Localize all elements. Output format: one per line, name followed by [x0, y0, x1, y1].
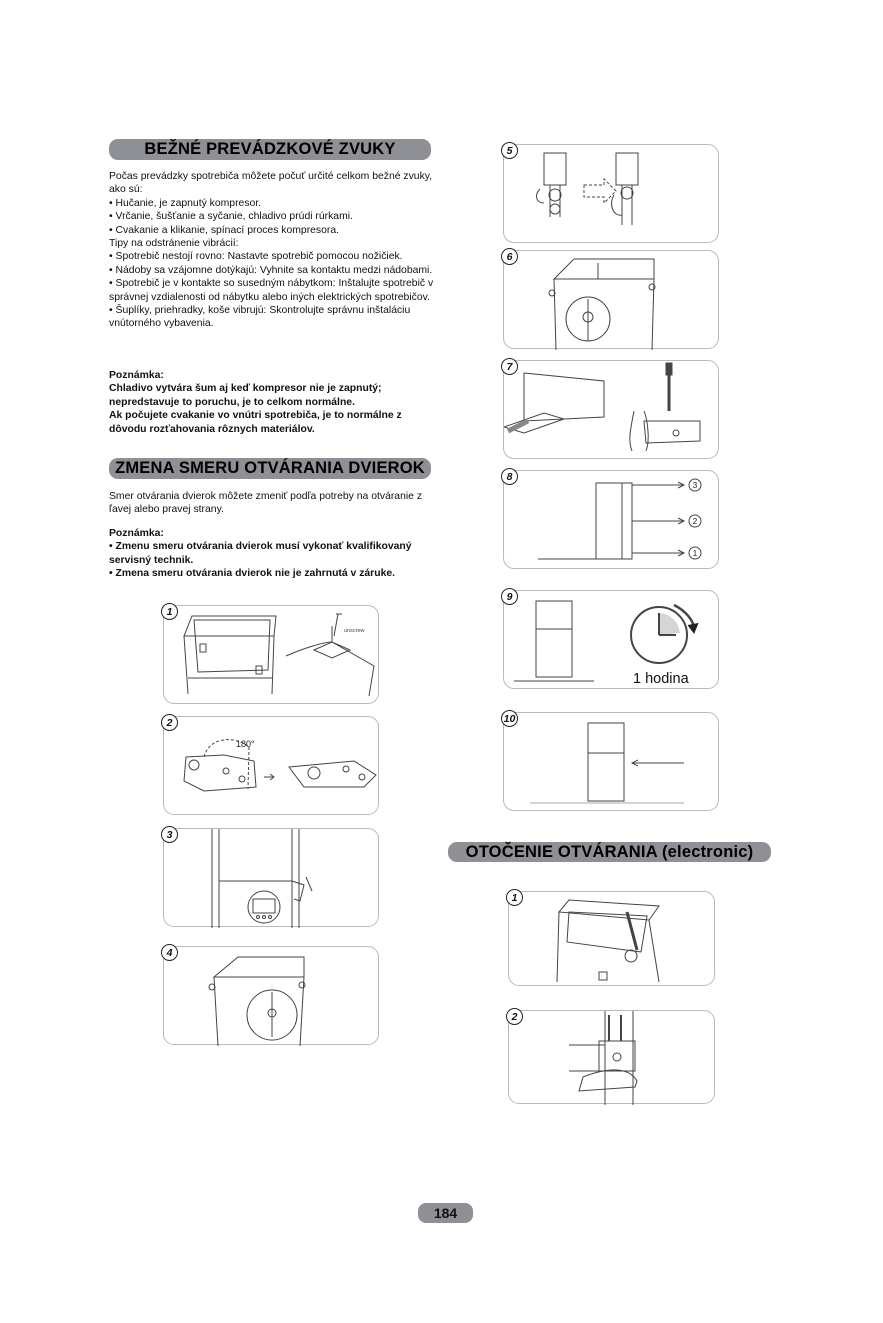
section-title-door: ZMENA SMERU OTVÁRANIA DVIEROK [109, 458, 431, 479]
noise-paragraph: • Nádoby sa vzájomne dotýkajú: Vyhnite sa kontaktu medzi nádobami. [109, 264, 433, 276]
step-panel-left-3 [163, 828, 379, 927]
noise-paragraph: Tipy na odstránenie vibrácií: [109, 238, 239, 250]
angle-label: 180° [236, 739, 255, 749]
noise-paragraph: Počas prevádzky spotrebiča môžete počuť určité celkom bežné zvuky, ako sú: [109, 171, 433, 196]
step-number: 3 [161, 826, 178, 843]
step-number: 1 [506, 889, 523, 906]
step-number: 1 [161, 603, 178, 620]
step-panel-right-9 [503, 590, 719, 689]
note-line: • Zmena smeru otvárania dvierok nie je zahrnutá v záruke. [109, 568, 396, 580]
step-panel-left-1 [163, 605, 379, 704]
step-panel-right-8 [503, 470, 719, 569]
door-intro-text: Smer otvárania dvierok môžete zmeniť podľa potreby na otváranie z ľavej alebo pravej strany. [109, 491, 423, 516]
door-note [109, 527, 439, 581]
step-panel-right-10 [503, 712, 719, 811]
step-panel-right-5 [503, 144, 719, 243]
time-caption: 1 hodina [633, 671, 689, 687]
section-title-electronic: OTOČENIE OTVÁRANIA (electronic) [448, 842, 771, 862]
step-number: 6 [501, 248, 518, 265]
section-title-noise: BEŽNÉ PREVÁDZKOVÉ ZVUKY [109, 139, 431, 160]
door-intro [109, 490, 439, 517]
noise-paragraph: • Spotrebič nestojí rovno: Nastavte spotrebič pomocou nožičiek. [109, 251, 403, 263]
step-panel-right-6 [503, 250, 719, 349]
noise-paragraph: • Hučanie, je zapnutý kompresor. [109, 197, 262, 209]
step-illustration [164, 717, 380, 816]
page-number: 184 [418, 1203, 473, 1223]
step-number: 9 [501, 588, 518, 605]
note-line: Chladivo vytvára šum aj keď kompresor nie je zapnutý; nepredstavuje to poruchu, je to celkom normálne. [109, 383, 382, 408]
noise-paragraph: • Cvakanie a klikanie, spínací proces kompresora. [109, 224, 340, 236]
step-illustration [509, 1011, 716, 1105]
step-illustration [164, 606, 380, 705]
step-number: 10 [501, 710, 518, 727]
noise-text-block [109, 170, 435, 331]
step-illustration [504, 471, 720, 570]
step-number: 2 [506, 1008, 523, 1025]
marker-2: 2 [692, 517, 698, 526]
electronic-step-panel-2 [508, 1010, 715, 1104]
step-panel-right-7 [503, 360, 719, 459]
note-line: Ak počujete cvakanie vo vnútri spotrebiča, je to normálne z dôvodu rozťahovania rôznych materiálov. [109, 410, 402, 435]
step-panel-left-4 [163, 946, 379, 1045]
noise-paragraph: • Šuplíky, priehradky, koše vibrujú: Skontrolujte správnu inštaláciu vnútorného vybavenia. [109, 305, 411, 330]
step-illustration [164, 947, 380, 1046]
note-label: Poznámka: [109, 370, 164, 381]
step-number: 4 [161, 944, 178, 961]
step-number: 7 [501, 358, 518, 375]
noise-paragraph: • Spotrebič je v kontakte so susedným nábytkom: Inštalujte spotrebič v správnej vzdialenosti od nábytku alebo iných elektrických spotrebičov. [109, 278, 434, 303]
step-panel-left-2 [163, 716, 379, 815]
step-illustration [504, 145, 720, 244]
step-number: 5 [501, 142, 518, 159]
unscrew-label: unscrew [344, 628, 365, 634]
marker-3: 3 [692, 481, 698, 490]
step-illustration [504, 713, 720, 812]
electronic-step-panel-1 [508, 891, 715, 986]
marker-1: 1 [692, 549, 698, 558]
note-label: Poznámka: [109, 528, 164, 539]
noise-note [109, 369, 435, 436]
noise-paragraph: • Vrčanie, šušťanie a syčanie, chladivo prúdi rúrkami. [109, 211, 353, 223]
step-illustration [509, 892, 716, 987]
step-illustration [164, 829, 380, 928]
step-number: 2 [161, 714, 178, 731]
step-illustration [504, 251, 720, 350]
note-line: • Zmenu smeru otvárania dvierok musí vykonať kvalifikovaný servisný technik. [109, 541, 412, 566]
step-illustration [504, 361, 720, 460]
step-number: 8 [501, 468, 518, 485]
